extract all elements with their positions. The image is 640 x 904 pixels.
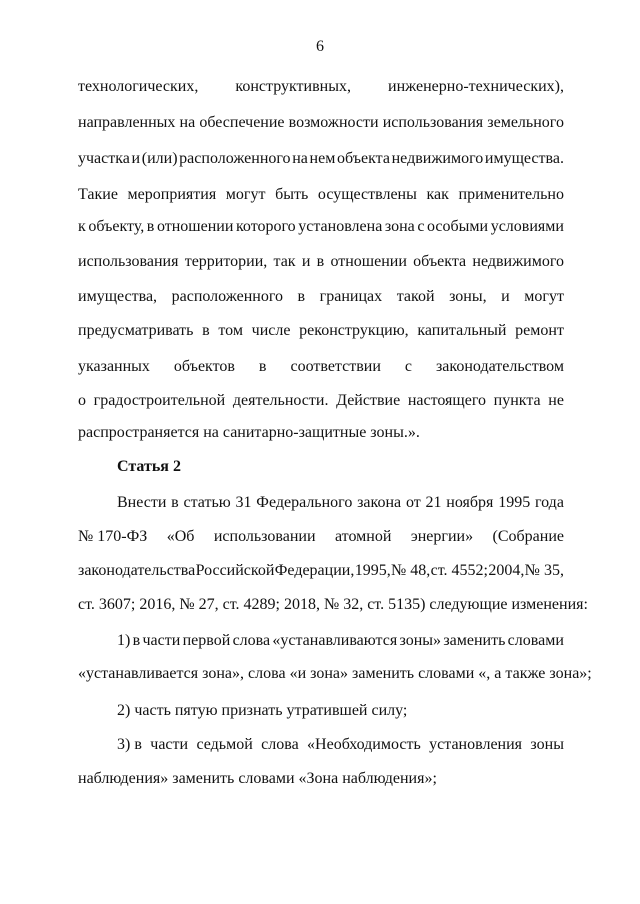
text-line [78, 562, 564, 580]
word: применительно [458, 186, 564, 203]
word: Действие [336, 392, 401, 409]
word: зона [384, 218, 415, 235]
word: и [501, 288, 510, 305]
word: могут [225, 186, 266, 203]
word: реконструкцию, [299, 322, 409, 339]
word: № 35, [524, 562, 564, 579]
word: зоны, [449, 288, 487, 305]
amendment-3-line [117, 736, 564, 754]
word: земельного [487, 114, 564, 131]
text-line [78, 392, 564, 410]
word: закона [357, 494, 402, 511]
word: возможности [288, 114, 379, 131]
word: так [273, 253, 296, 270]
amendment-1-line [117, 632, 564, 650]
text-line [78, 322, 564, 340]
word: в [171, 494, 179, 511]
word: ноября [446, 494, 494, 511]
word: 1) [117, 632, 131, 649]
word: «устанавливаются [272, 632, 398, 649]
word: направленных [78, 114, 176, 131]
word: статью [183, 494, 231, 511]
word: части [150, 736, 189, 753]
word: осуществлены [317, 186, 417, 203]
word: «Об [166, 528, 195, 545]
word: нем [309, 150, 336, 167]
word: и [131, 150, 141, 167]
text-line [78, 528, 564, 546]
text-line [78, 78, 564, 96]
page-number: 6 [316, 38, 324, 55]
word: использовании [213, 528, 316, 545]
word: (Собрание [492, 528, 564, 545]
word: в [258, 358, 267, 375]
text-line [78, 253, 564, 271]
amendment-3-line-last: наблюдения» заменить словами «Зона наблюдения»; [78, 770, 437, 787]
word: объекта [413, 253, 467, 270]
word: на [179, 114, 196, 131]
word: Российской [195, 562, 275, 579]
word: инженерно-технических), [388, 78, 564, 95]
word: части [142, 632, 181, 649]
word: заменить [443, 632, 506, 649]
word: обеспечение [199, 114, 285, 131]
word: территории, [184, 253, 268, 270]
word: 31 [235, 494, 252, 511]
word: особыми [427, 218, 489, 235]
word: которого [235, 218, 296, 235]
word: установлена [298, 218, 383, 235]
word: Внести [117, 494, 167, 511]
word: градостроительной [93, 392, 226, 409]
word: условиями [490, 218, 564, 235]
word: от [405, 494, 421, 511]
word: с [404, 358, 412, 375]
word: отношении [156, 218, 234, 235]
word: указанных [78, 358, 150, 375]
word: как [426, 186, 449, 203]
word: зоны» [399, 632, 442, 649]
word: № 170-ФЗ [78, 528, 148, 545]
word: словами [507, 632, 564, 649]
word: в [297, 288, 306, 305]
text-line-last: ст. 3607; 2016, № 27, ст. 4289; 2018, № 32, ст. 5135) следующие изменения: [78, 596, 588, 613]
text-line [78, 358, 564, 376]
word: недвижимого [391, 150, 484, 167]
word: в [202, 322, 210, 339]
word: объектов [173, 358, 235, 375]
text-line [78, 114, 564, 132]
text-line [78, 150, 564, 168]
word: деятельности. [232, 392, 329, 409]
word: 1995 [498, 494, 531, 511]
word: использования [78, 253, 179, 270]
word: предусматривать [78, 322, 194, 339]
word: расположенного [179, 150, 291, 167]
word: такой [396, 288, 435, 305]
word: имущества, [78, 288, 158, 305]
article-2-heading: Статья 2 [117, 458, 181, 475]
word: конструктивных, [235, 78, 351, 95]
word: ст. 4552; [430, 562, 488, 579]
text-line [78, 288, 564, 306]
word: о [78, 392, 86, 409]
word: в [132, 632, 141, 649]
word: мероприятия [127, 186, 217, 203]
word: в [146, 218, 155, 235]
word: Федерального [256, 494, 353, 511]
word: слова [232, 632, 271, 649]
word: том [218, 322, 243, 339]
word: и [301, 253, 311, 270]
text-line-last: распространяется на санитарно-защитные зоны.». [78, 424, 420, 441]
word: соответствии [290, 358, 381, 375]
word: имущества. [484, 150, 564, 167]
word: года [534, 494, 564, 511]
word: атомной [334, 528, 392, 545]
word: пункта [493, 392, 541, 409]
amendment-2: 2) часть пятую признать утратившей силу; [117, 702, 408, 719]
word: числе [251, 322, 291, 339]
word: участка [78, 150, 130, 167]
word: границах [319, 288, 383, 305]
word: энергии» [410, 528, 474, 545]
word: объекта [336, 150, 390, 167]
word: в [316, 253, 325, 270]
word: технологических, [78, 78, 199, 95]
word: слова [261, 736, 299, 753]
word: седьмой [196, 736, 253, 753]
word: 3) в [117, 736, 142, 753]
word: объекту, [88, 218, 145, 235]
word: Такие [78, 186, 118, 203]
word: 2004, [488, 562, 525, 579]
word: зоны [530, 736, 564, 753]
word: 21 [425, 494, 442, 511]
word: капитальный [417, 322, 507, 339]
word: отношении [330, 253, 407, 270]
word: с [417, 218, 425, 235]
amendment-1-line-last: «устанавливается зона», слова «и зона» заменить словами «, а также зона»; [78, 665, 592, 682]
word: (или) [141, 150, 178, 167]
text-line [117, 494, 564, 512]
word: № 48, [391, 562, 431, 579]
text-line [78, 186, 564, 204]
text-line [78, 218, 564, 236]
word: «Необходимость [307, 736, 421, 753]
word: не [548, 392, 564, 409]
word: недвижимого [472, 253, 564, 270]
word: первой [182, 632, 231, 649]
word: установления [429, 736, 523, 753]
word: расположенного [171, 288, 283, 305]
word: к [78, 218, 86, 235]
word: 1995, [354, 562, 391, 579]
word: настоящего [407, 392, 486, 409]
word: законодательством [435, 358, 564, 375]
word: использования [382, 114, 484, 131]
word: Федерации, [274, 562, 355, 579]
word: законодательства [78, 562, 196, 579]
word: быть [275, 186, 309, 203]
word: ремонт [515, 322, 564, 339]
word: на [292, 150, 308, 167]
word: могут [524, 288, 564, 305]
